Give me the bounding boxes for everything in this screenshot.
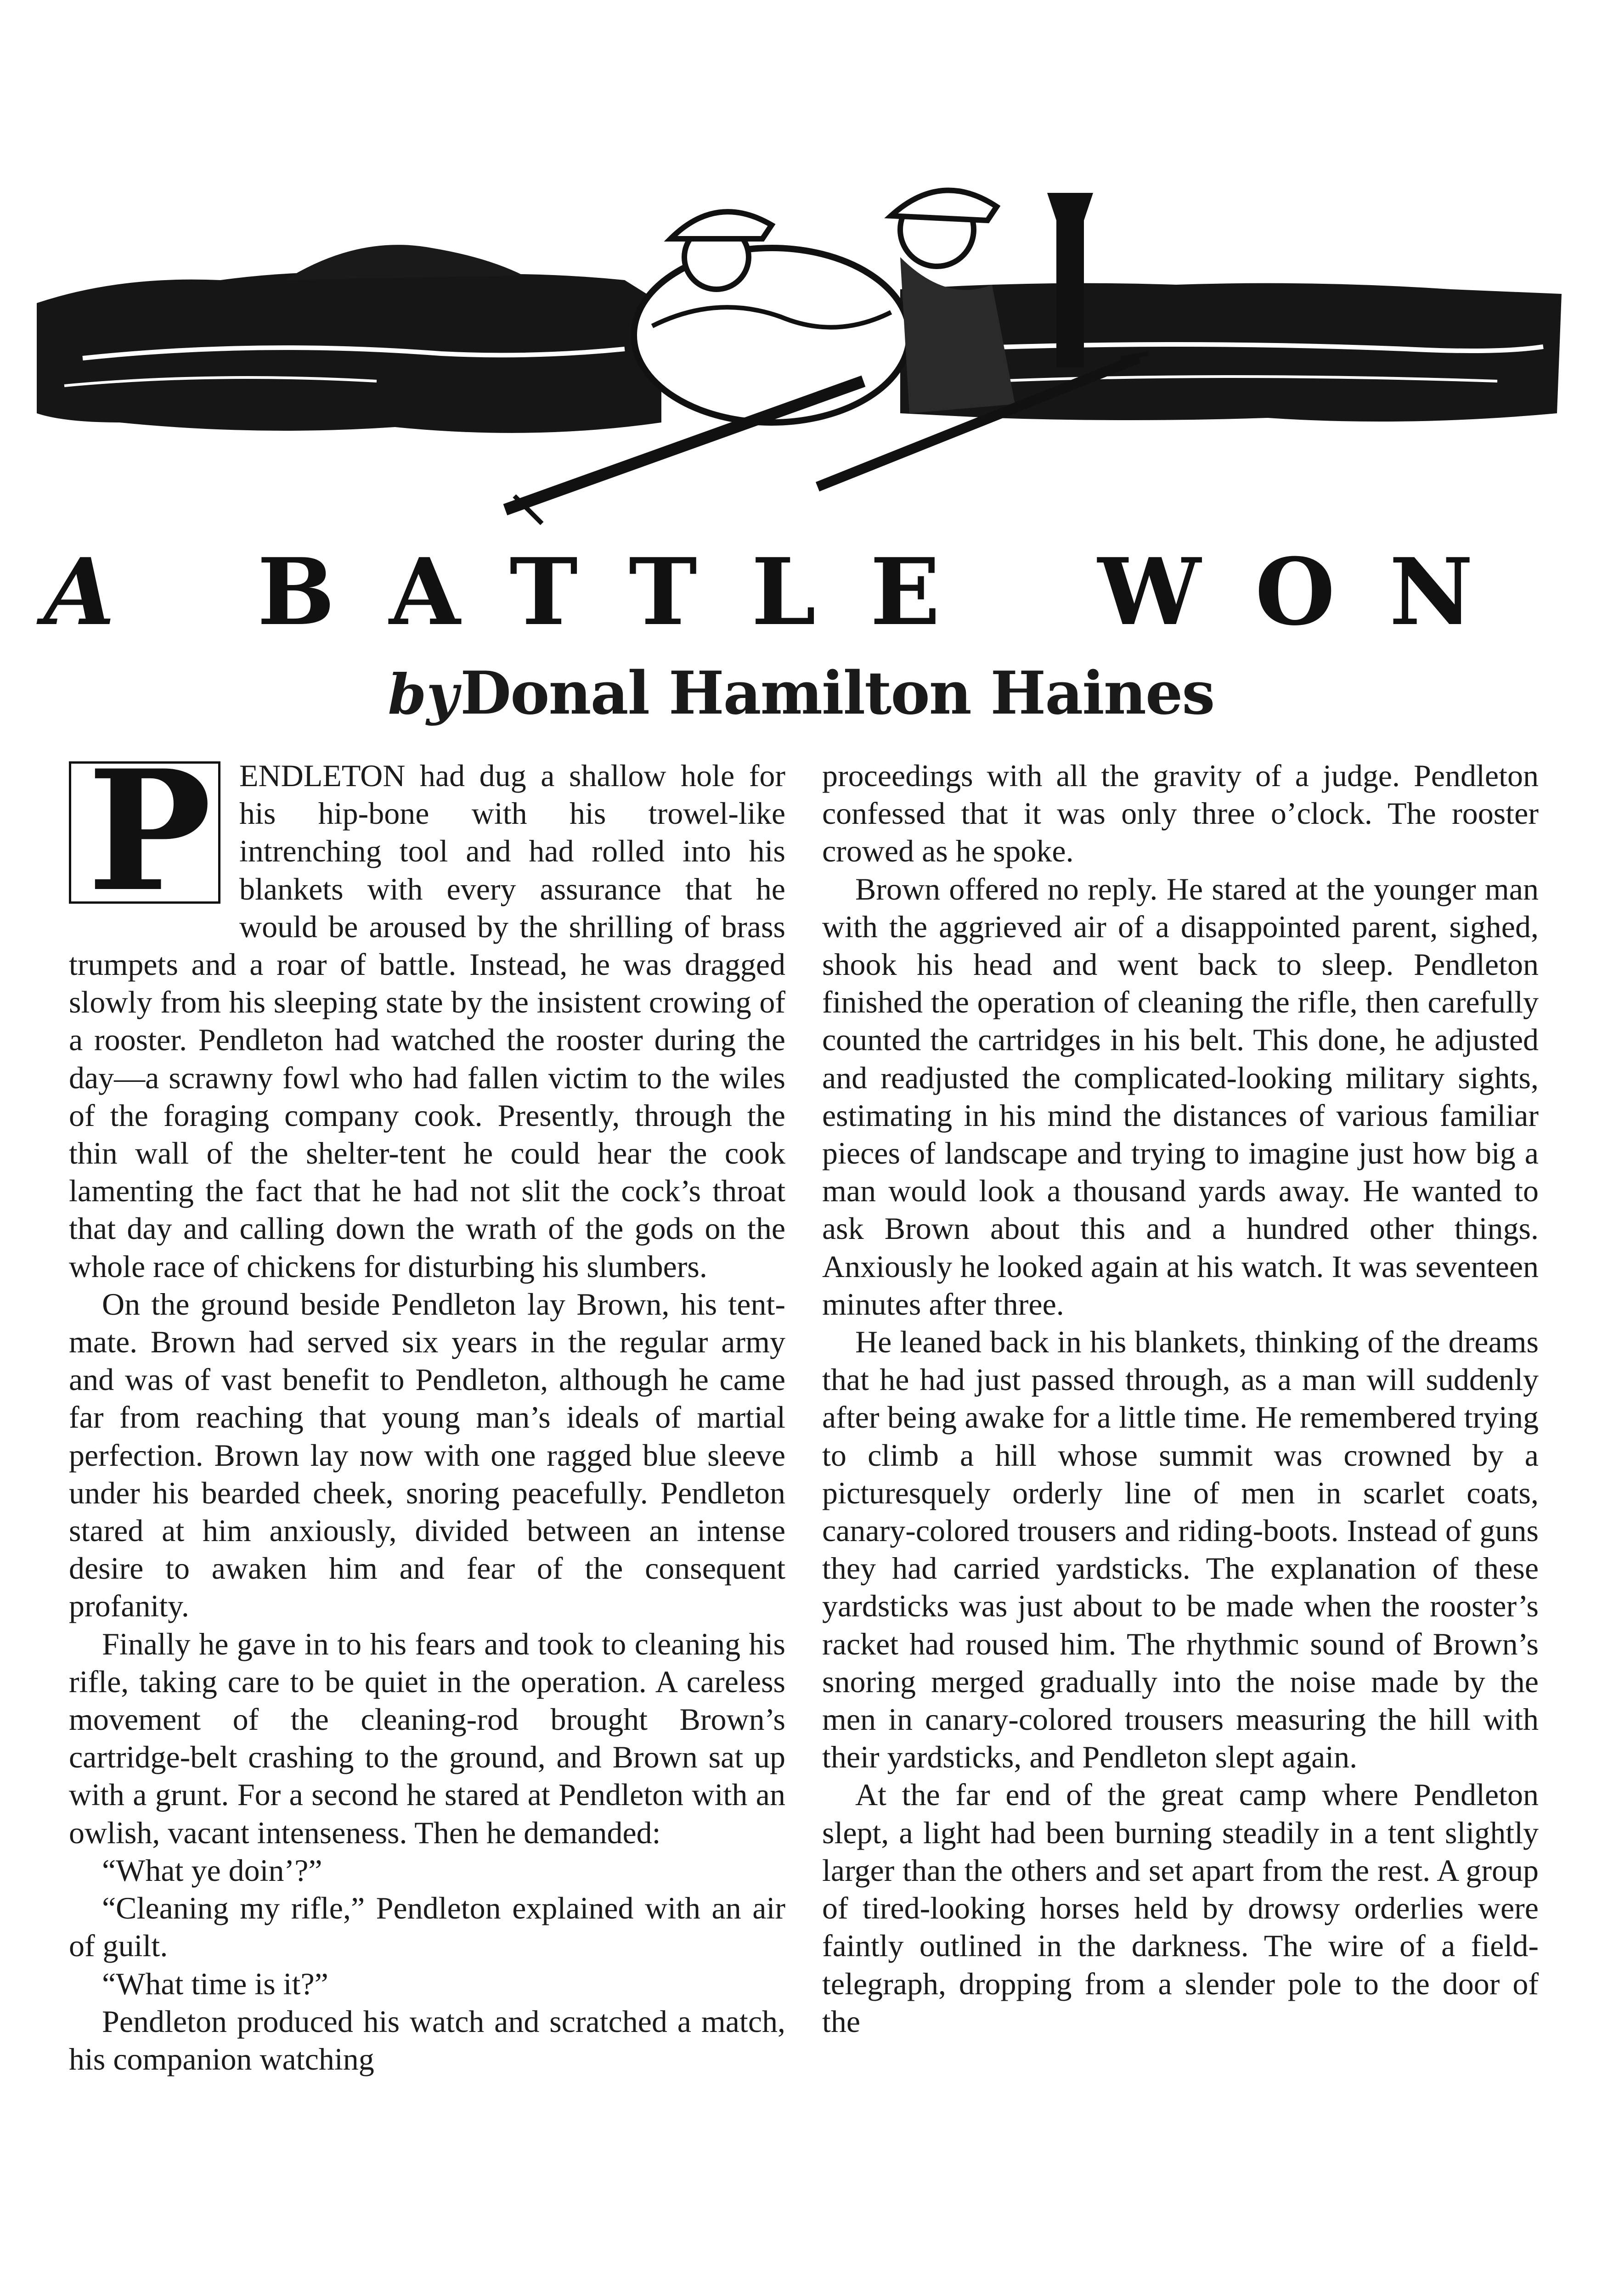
byline-row <box>0 647 1602 739</box>
paragraph: Pendleton produced his watch and scratched a match, his companion watching <box>69 2003 785 2077</box>
paragraph: He leaned back in his blankets, thinking of the dreams that he had just passed through, as a man will suddenly after being awake for a little time. He remembered trying to climb a hill whose summit was crowned by a picturesquely orderly line of men in scarlet coats, canary-colored trousers and riding-boots. Instead of guns they had carried yardsticks. The explanation of these yardsticks was just about to be made when the rooster’s racket had roused him. The rhythmic sound of Brown’s snoring merged gradually into the noise made by the men in canary-colored trousers measuring the hill with their yardsticks, and Pendleton slept again. <box>822 1324 1539 1775</box>
header-illustration <box>28 165 1574 542</box>
title-word-won: WON <box>1098 538 1528 646</box>
byline-author: Donal Hamilton Haines <box>460 659 1214 728</box>
title-word-a: A <box>44 538 169 646</box>
byline-by: by <box>388 662 459 727</box>
paragraph: Brown offered no reply. He stared at the younger man with the aggrieved air of a disappointed parent, sighed, shook his head and went back to sleep. Pendleton finished the operation of cleaning the rifle, then carefully counted the cartridges in his belt. This done, he adjusted and readjusted the complicated-looking military sights, estimating in his mind the distances of various familiar pieces of landscape and trying to imagine just how big a man would look a thousand yards away. He wanted to ask Brown about this and a hundred other things. Anxiously he looked again at his watch. It was seventeen minutes after three. <box>822 871 1539 1322</box>
soldier-blanket <box>634 248 909 422</box>
dialogue-line: “What time is it?” <box>102 1966 328 2001</box>
column-left <box>69 734 785 2078</box>
paragraph: On the ground beside Pendleton lay Brown, his tent-mate. Brown had served six years in the regular army and was of vast benefit to Pendleton, although he came far from reaching that young man’s ideals of martial perfection. Brown lay now with one ragged blue sleeve under his bearded cheek, snoring peacefully. Pendleton stared at him anxiously, divided between an intense desire to awaken him and fear of the consequent profanity. <box>69 1286 785 1624</box>
title-word-battle: BATTLE <box>257 538 994 646</box>
post <box>1056 216 1084 367</box>
dialogue-line: “What ye doin’?” <box>102 1852 322 1888</box>
dialogue-line: “Cleaning my rifle,” Pendleton explained with an air of guilt. <box>69 1891 785 1964</box>
paragraph: At the far end of the great camp where Pendleton slept, a light had been burning steadily in a tent slightly larger than the others and set apart from the rest. A group of tired-looking horses held by drowsy orderlies were faintly outlined in the darkness. The wire of a field-telegraph, dropping from a slender pole to the door of the <box>822 1777 1539 2039</box>
soldier-hat-left <box>671 212 772 239</box>
paragraph: ENDLETON had dug a shallow hole for his hip-bone with his trowel-like intrenching tool and had rolled into his blankets with every assurance that he would be aroused by the shrilling of brass trumpets and a roar of battle. Instead, he was dragged slowly from his sleeping state by the insistent crowing of a rooster. Pendleton had watched the rooster during the day—a scrawny fowl who had fallen victim to the wiles of the foraging company cook. Presently, through the thin wall of the shelter-tent he could hear the cook lamenting the fact that he had not slit the cock’s throat that day and calling down the wrath of the gods on the whole race of chickens for disturbing his slumbers. <box>69 758 785 1284</box>
drop-cap-letter: P <box>87 734 212 928</box>
paragraph: proceedings with all the gravity of a judge. Pendleton confessed that it was only three o’clock. The rooster crowed as he spoke. <box>822 758 1539 869</box>
mountain-silhouette <box>285 245 524 280</box>
column-right <box>822 757 1539 2040</box>
drop-cap <box>69 734 227 928</box>
paragraph: Finally he gave in to his fears and took to cleaning his rifle, taking care to be quiet in the operation. A careless movement of the cleaning-rod brought Brown’s cartridge-belt crashing to the ground, and Brown sat up with a grunt. For a second he stared at Pendleton with an owlish, vacant intenseness. Then he demanded: <box>69 1626 785 1850</box>
article-title <box>0 537 1602 647</box>
soldier-hat-right <box>891 190 997 220</box>
